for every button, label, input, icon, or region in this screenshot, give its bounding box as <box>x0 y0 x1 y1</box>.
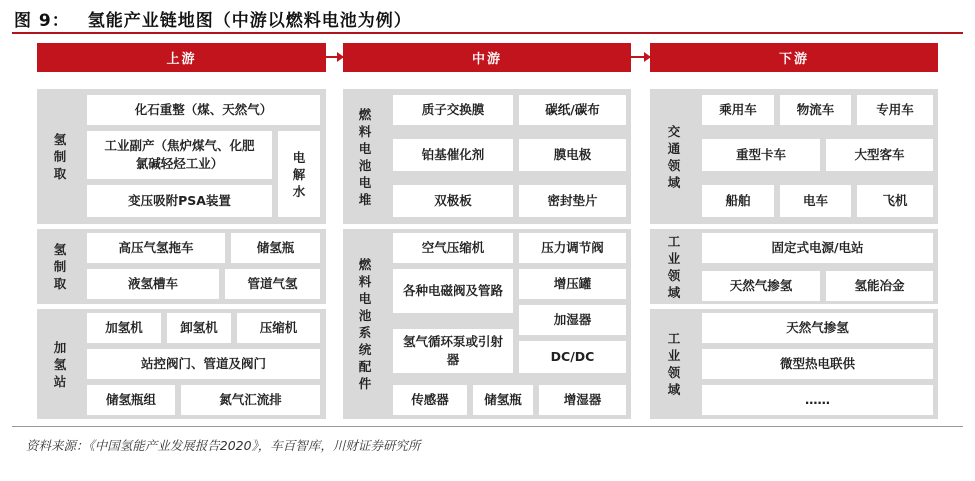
application-box: 物流车 <box>780 95 851 125</box>
header-downstream: 下游 <box>650 43 938 72</box>
up-hydrogen-storage-panel <box>37 229 326 304</box>
application-box: 大型客车 <box>826 139 933 171</box>
figure-title <box>14 6 412 31</box>
component-box: 储氢瓶 <box>473 385 533 415</box>
figure-number: 图 9： <box>14 11 70 31</box>
application-box: 船舶 <box>702 185 774 217</box>
electrolysis-box <box>278 131 320 217</box>
component-box: 膜电极 <box>519 139 626 171</box>
down-industry-panel-1 <box>650 229 938 304</box>
process-box: 压缩机 <box>237 313 320 343</box>
up-group-label: 加氢站 <box>53 339 67 389</box>
component-box: 加湿器 <box>519 305 626 335</box>
application-box: 飞机 <box>857 185 933 217</box>
application-box: …… <box>702 385 933 415</box>
process-box: 储氢瓶 <box>231 233 320 263</box>
mid-fuel-cell-stack-panel <box>343 89 631 224</box>
up-group-label: 氢制取 <box>53 242 67 291</box>
component-box: 碳纸/碳布 <box>519 95 626 125</box>
mid-system-parts-panel <box>343 229 631 419</box>
electrolysis-label: 电解水 <box>292 149 306 199</box>
down-industry-panel-2 <box>650 309 938 419</box>
component-box: 增湿器 <box>539 385 626 415</box>
figure-title-text: 氢能产业链地图（中游以燃料电池为例） <box>87 11 412 31</box>
application-box: 电车 <box>780 185 851 217</box>
down-group-label: 工业领域 <box>667 233 681 300</box>
process-box: 站控阀门、管道及阀门 <box>87 349 320 379</box>
component-box: 传感器 <box>393 385 467 415</box>
process-box: 储氢瓶组 <box>87 385 175 415</box>
component-box: 增压罐 <box>519 269 626 299</box>
process-box: 工业副产（焦炉煤气、化肥氯碱轻烃工业） <box>87 131 272 179</box>
header-midstream: 中游 <box>343 43 631 72</box>
up-refueling-station-panel <box>37 309 326 419</box>
process-box: 化石重整（煤、天然气） <box>87 95 320 125</box>
component-box: 空气压缩机 <box>393 233 513 263</box>
application-box: 乘用车 <box>702 95 774 125</box>
mid-group-label: 燃料电池电堆 <box>358 106 372 207</box>
application-box: 天然气掺氢 <box>702 313 933 343</box>
component-box: 各种电磁阀及管路 <box>393 269 513 313</box>
process-box: 氮气汇流排 <box>181 385 320 415</box>
application-box: 氢能冶金 <box>826 271 933 301</box>
header-upstream: 上游 <box>37 43 326 72</box>
mid-group-label: 燃料电池系统配件 <box>358 257 372 391</box>
application-box: 微型热电联供 <box>702 349 933 379</box>
title-rule <box>12 32 963 34</box>
process-box: 变压吸附PSA装置 <box>87 185 272 217</box>
arrow-up-to-mid <box>326 56 343 58</box>
component-box: 氢气循环泵或引射器 <box>393 329 513 373</box>
process-box: 高压气氢拖车 <box>87 233 225 263</box>
process-box: 加氢机 <box>87 313 161 343</box>
application-box: 固定式电源/电站 <box>702 233 933 263</box>
process-box: 卸氢机 <box>167 313 231 343</box>
up-group-label: 氢制取 <box>53 132 67 181</box>
component-box: DC/DC <box>519 341 626 373</box>
process-box: 管道气氢 <box>225 269 320 299</box>
application-box: 专用车 <box>857 95 933 125</box>
component-box: 质子交换膜 <box>393 95 513 125</box>
down-group-label: 工业领域 <box>667 331 681 397</box>
component-box: 压力调节阀 <box>519 233 626 263</box>
application-box: 重型卡车 <box>702 139 820 171</box>
component-box: 双极板 <box>393 185 513 217</box>
application-box: 天然气掺氢 <box>702 271 820 301</box>
arrow-mid-to-down <box>631 56 650 58</box>
bottom-rule <box>12 426 963 427</box>
process-box: 液氢槽车 <box>87 269 219 299</box>
down-transport-panel <box>650 89 938 224</box>
up-hydrogen-production-panel <box>37 89 326 224</box>
component-box: 铂基催化剂 <box>393 139 513 171</box>
source-note: 资料来源：《中国氢能产业发展报告2020》，车百智库，川财证券研究所 <box>26 438 421 453</box>
component-box: 密封垫片 <box>519 185 626 217</box>
down-group-label: 交通领域 <box>667 123 681 190</box>
